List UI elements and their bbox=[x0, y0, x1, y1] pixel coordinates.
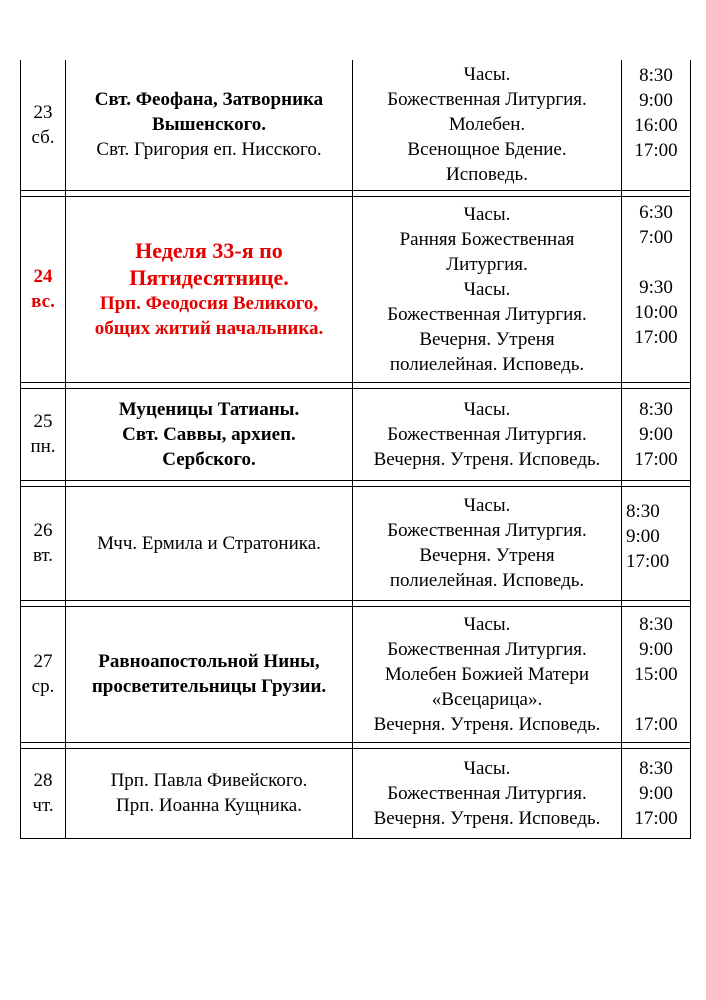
time-value: 8:30 bbox=[639, 398, 673, 420]
saint-cell bbox=[66, 748, 353, 838]
services-cell bbox=[353, 486, 622, 600]
date-cell bbox=[21, 60, 66, 190]
service-line: Божественная Литургия. bbox=[387, 423, 587, 445]
day-of-week: пн. bbox=[30, 436, 56, 457]
day-of-week: чт. bbox=[32, 795, 54, 816]
time-value: 8:30 bbox=[626, 500, 660, 522]
time-value: 17:00 bbox=[634, 713, 678, 735]
service-line: Божественная Литургия. bbox=[387, 782, 587, 804]
day-of-week: вт. bbox=[32, 545, 54, 566]
date-cell bbox=[21, 196, 66, 382]
service-line: Вечерня. Утреня bbox=[419, 545, 555, 566]
date-cell bbox=[21, 748, 66, 838]
date-number: 26 bbox=[33, 520, 53, 541]
service-line: Божественная Литургия. bbox=[387, 303, 587, 325]
service-line: Божественная Литургия. bbox=[387, 520, 587, 541]
time-value: 8:30 bbox=[639, 757, 673, 779]
service-line: Вечерня. Утреня. Исповедь. bbox=[373, 807, 601, 829]
date-number: 28 bbox=[33, 770, 53, 791]
times-cell bbox=[622, 388, 691, 480]
service-line: Часы. bbox=[463, 64, 511, 86]
saint-line: общих житий начальника. bbox=[94, 318, 324, 339]
services-cell bbox=[353, 606, 622, 742]
times-cell bbox=[622, 606, 691, 742]
schedule-table bbox=[20, 60, 691, 839]
saint-line: просветительницы Грузии. bbox=[91, 676, 327, 697]
saint-cell bbox=[66, 60, 353, 190]
service-line: Вечерня. Утреня. Исповедь. bbox=[373, 713, 601, 735]
service-line: Божественная Литургия. bbox=[387, 638, 587, 660]
time-value: 10:00 bbox=[634, 301, 678, 323]
time-value: 17:00 bbox=[634, 140, 678, 161]
service-line: Молебен. bbox=[448, 114, 526, 136]
day-of-week: сб. bbox=[31, 126, 55, 148]
saint-line: Свт. Саввы, архиеп. bbox=[122, 423, 296, 445]
time-value: 15:00 bbox=[634, 663, 678, 685]
time-value: 17:00 bbox=[634, 807, 678, 829]
service-line: «Всецарица». bbox=[431, 688, 543, 710]
saint-cell bbox=[66, 606, 353, 742]
saint-line: Прп. Павла Фивейского. bbox=[110, 770, 308, 791]
time-value: 9:00 bbox=[639, 782, 673, 804]
service-line: Литургия. bbox=[446, 253, 528, 275]
times-cell bbox=[622, 486, 691, 600]
feast-title: Неделя 33-я по bbox=[135, 238, 283, 263]
feast-title: Пятидесятнице. bbox=[129, 265, 289, 290]
table-row bbox=[21, 748, 691, 838]
service-line: Божественная Литургия. bbox=[387, 89, 587, 111]
time-value: 7:00 bbox=[639, 226, 673, 248]
saint-line: Мчч. Ермила и Стратоника. bbox=[97, 532, 321, 554]
saint-cell bbox=[66, 486, 353, 600]
services-cell bbox=[353, 60, 622, 190]
time-value: 8:30 bbox=[639, 613, 673, 635]
times-cell bbox=[622, 748, 691, 838]
time-value: 9:00 bbox=[639, 423, 673, 445]
service-line: Часы. bbox=[463, 757, 511, 779]
time-value: 17:00 bbox=[626, 550, 670, 572]
services-cell bbox=[353, 748, 622, 838]
service-line: Часы. bbox=[463, 203, 511, 225]
date-number: 25 bbox=[33, 411, 53, 432]
time-value: 9:00 bbox=[639, 90, 673, 111]
date-cell bbox=[21, 388, 66, 480]
table-row bbox=[21, 606, 691, 742]
table-row bbox=[21, 196, 691, 382]
service-line: полиелейная. Исповедь. bbox=[389, 353, 585, 375]
service-line: Молебен Божией Матери bbox=[384, 663, 590, 685]
services-cell bbox=[353, 388, 622, 480]
saint-line: Вышенского. bbox=[152, 114, 266, 136]
saint-line: Свт. Феофана, Затворника bbox=[94, 89, 324, 111]
times-cell bbox=[622, 196, 691, 382]
table-row bbox=[21, 60, 691, 190]
saint-cell bbox=[66, 196, 353, 382]
date-cell bbox=[21, 486, 66, 600]
time-value: 9:00 bbox=[626, 525, 660, 547]
saint-line: Муценицы Татианы. bbox=[118, 398, 300, 420]
day-of-week: вс. bbox=[31, 291, 55, 312]
date-number: 23 bbox=[33, 101, 53, 123]
services-cell bbox=[353, 196, 622, 382]
date-number: 27 bbox=[33, 651, 53, 672]
date-cell bbox=[21, 606, 66, 742]
time-value: 16:00 bbox=[634, 115, 678, 136]
saint-cell bbox=[66, 388, 353, 480]
service-line: Часы. bbox=[463, 278, 511, 300]
service-line: Вечерня. Утреня bbox=[419, 328, 555, 350]
service-line: Часы. bbox=[463, 495, 511, 516]
service-line: Часы. bbox=[463, 613, 511, 635]
service-line: Вечерня. Утреня. Исповедь. bbox=[373, 448, 601, 470]
service-line: полиелейная. Исповедь. bbox=[389, 570, 585, 591]
day-of-week: ср. bbox=[31, 676, 55, 697]
service-line: Всенощное Бдение. bbox=[407, 139, 567, 161]
times-cell bbox=[622, 60, 691, 190]
saint-line: Сербского. bbox=[162, 448, 256, 470]
saint-line: Прп. Феодосия Великого, bbox=[99, 293, 319, 314]
service-line: Исповедь. bbox=[446, 164, 528, 186]
time-value: 17:00 bbox=[634, 326, 678, 348]
saint-line: Свт. Григория еп. Нисского. bbox=[96, 139, 322, 161]
date-number: 24 bbox=[33, 266, 53, 287]
time-value: 8:30 bbox=[639, 65, 673, 86]
service-line: Ранняя Божественная bbox=[399, 228, 575, 250]
service-line: Часы. bbox=[463, 398, 511, 420]
table-row bbox=[21, 388, 691, 480]
table-row bbox=[21, 486, 691, 600]
time-value: 9:30 bbox=[639, 276, 673, 298]
time-value: 9:00 bbox=[639, 638, 673, 660]
time-value: 17:00 bbox=[634, 448, 678, 470]
saint-line: Прп. Иоанна Кущника. bbox=[116, 795, 302, 816]
time-value: 6:30 bbox=[639, 201, 673, 223]
saint-line: Равноапостольной Нины, bbox=[98, 651, 320, 672]
